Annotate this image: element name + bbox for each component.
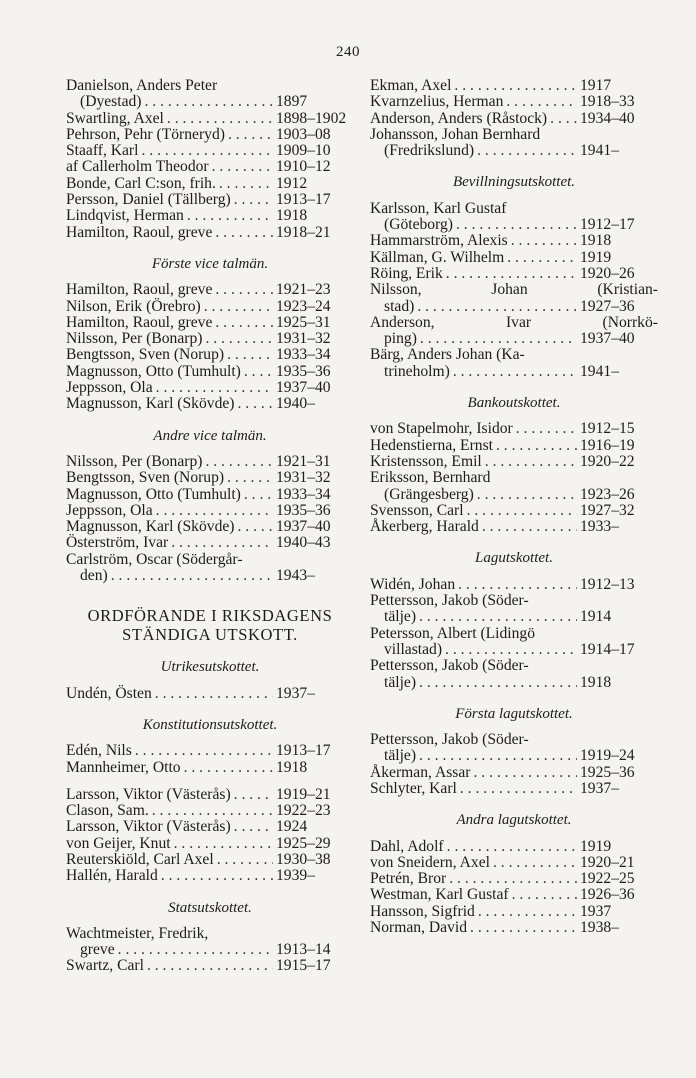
heading-bankoutskottet: Bankoutskottet. <box>467 395 561 412</box>
entry-line: Pettersson, Jakob (Söder- <box>370 731 529 749</box>
entry <box>66 787 354 803</box>
entry-year: 1918–21 <box>276 223 331 241</box>
entry-name: Nilson, Erik (Örebro) <box>66 297 201 315</box>
heading-statsutskottet: Statsutskottet. <box>168 899 252 916</box>
entry-year: 1938– <box>580 919 619 937</box>
entry-line: Carlström, Oscar (Södergår- <box>66 550 243 568</box>
heading-bevillningsutskottet: Bevillningsutskottet. <box>452 174 576 191</box>
entry-year: 1920–26 <box>580 264 635 282</box>
list-top <box>66 111 354 241</box>
entry-year: 1939– <box>276 867 315 885</box>
entry-name: Jeppsson, Ola <box>66 379 153 397</box>
entry-name: Larsson, Viktor (Västerås) <box>66 785 231 803</box>
entry <box>66 803 354 819</box>
entry-year: 1927–32 <box>580 501 635 519</box>
entry-name: Larsson, Viktor (Västerås) <box>66 818 231 836</box>
entry-name: Källman, G. Wilhelm <box>370 248 505 266</box>
entry: stad) . . . 1927–36 <box>370 299 658 315</box>
entry <box>370 855 658 871</box>
entry-name: Hamilton, Raoul, greve <box>66 313 213 331</box>
entry-name: Åkerman, Assar <box>370 763 471 781</box>
entry-name: Svensson, Carl <box>370 501 464 519</box>
entry-name: Åkerberg, Harald <box>370 518 479 536</box>
entry-year: 1940– <box>276 395 315 413</box>
entry: villastad) . . . 1914–17 <box>370 642 658 658</box>
entry <box>370 78 658 94</box>
entry-year: 1933– <box>580 518 619 536</box>
entry-year: 1940–43 <box>276 534 331 552</box>
entry <box>370 577 658 593</box>
entry-name: Dahl, Adolf <box>370 837 444 855</box>
entry: greve . . . 1913–14 <box>66 942 354 958</box>
entry-year: 1909–10 <box>276 142 331 160</box>
entry <box>66 519 354 535</box>
entry-year: 1912 <box>276 174 308 192</box>
entry <box>66 470 354 486</box>
entry: ping) . . . 1937–40 <box>370 331 658 347</box>
entry-year: 1937– <box>276 684 315 702</box>
entry: den) . . . 1943– <box>66 568 354 584</box>
entry <box>66 364 354 380</box>
entry-year: 1921–23 <box>276 281 331 299</box>
entry <box>66 819 354 835</box>
list-bank-b <box>370 503 658 536</box>
entry <box>66 127 354 143</box>
entry-year: 1910–12 <box>276 158 331 176</box>
entry-year: 1923–24 <box>276 297 331 315</box>
entry-name: Kristensson, Emil <box>370 452 482 470</box>
heading-lagutskottet: Lagutskottet. <box>475 550 553 567</box>
list-utrikes <box>66 686 354 702</box>
entry <box>66 743 354 759</box>
entry-year: 1937–40 <box>276 518 331 536</box>
entry <box>370 904 658 920</box>
entry <box>66 331 354 347</box>
entry-year: 1925–36 <box>580 763 635 781</box>
entry-name: Hedenstierna, Ernst <box>370 436 493 454</box>
entry-name: Westman, Karl Gustaf <box>370 886 509 904</box>
entry: Swartz, Carl . . . 1915–17 <box>66 958 354 974</box>
entry <box>66 143 354 159</box>
entry-name: Hammarström, Alexis <box>370 232 508 250</box>
section-title: ORDFÖRANDE I RIKSDAGENS STÄNDIGA UTSKOTT. <box>87 606 333 645</box>
entry-year: 1933–34 <box>276 485 331 503</box>
entry <box>370 454 658 470</box>
entry <box>370 871 658 887</box>
page-number: 240 <box>336 44 360 60</box>
entry-year: 1933–34 <box>276 346 331 364</box>
entry-year: 1937 <box>580 902 612 920</box>
entry-line: Johansson, Johan Bernhard <box>370 125 541 143</box>
entry-year: 1920–22 <box>580 452 635 470</box>
entry-year: 1934–40 <box>580 109 635 127</box>
entry: trineholm) . . . 1941– <box>370 364 658 380</box>
entry <box>66 380 354 396</box>
entry <box>66 454 354 470</box>
entry-year: 1920–21 <box>580 853 635 871</box>
entry-year: 1916–19 <box>580 436 635 454</box>
entry-name: af Callerholm Theodor <box>66 158 209 176</box>
entry-line: Wachtmeister, Fredrik, <box>66 924 209 942</box>
entry-line: Pettersson, Jakob (Söder- <box>370 657 529 675</box>
entry-name: Reuterskiöld, Carl Axel <box>66 850 214 868</box>
heading-forste-vice-talman: Förste vice talmän. <box>151 255 269 272</box>
entry <box>370 519 658 535</box>
list-right-top <box>370 78 658 127</box>
entry-year: 1912–15 <box>580 420 635 438</box>
entry-name: Bonde, Carl C:son, frih. <box>66 174 216 192</box>
entry-name: Hamilton, Raoul, greve <box>66 223 213 241</box>
entry <box>66 176 354 192</box>
entry-year: 1922–23 <box>276 802 331 820</box>
entry-name: Hamilton, Raoul, greve <box>66 281 213 299</box>
entry <box>66 225 354 241</box>
entry-name: Nilsson, Per (Bonarp) <box>66 330 203 348</box>
list-bev-a <box>370 233 658 282</box>
entry: tälje) . . . 1919–24 <box>370 748 658 764</box>
entry-year: 1912–13 <box>580 575 635 593</box>
entry-year: 1930–38 <box>276 850 331 868</box>
entry-name: Bengtsson, Sven (Norup) <box>66 346 225 364</box>
entry <box>66 852 354 868</box>
entry-line: Danielson, Anders Peter <box>66 77 218 94</box>
entry <box>370 839 658 855</box>
entry <box>66 159 354 175</box>
entry-year: 1931–32 <box>276 330 331 348</box>
entry-name: von Stapelmohr, Isidor <box>370 420 513 438</box>
entry <box>370 233 658 249</box>
entry-name: Pehrson, Pehr (Törneryd) <box>66 125 225 143</box>
entry-year: 1926–36 <box>580 886 635 904</box>
entry-name: Swartling, Axel <box>66 109 164 127</box>
entry-year: 1921–31 <box>276 452 331 470</box>
entry-name: Ekman, Axel <box>370 77 452 94</box>
entry-year: 1913–17 <box>276 191 331 209</box>
list-forsta-a <box>370 765 658 798</box>
entry-name: Hallén, Harald <box>66 867 158 885</box>
entry <box>66 487 354 503</box>
entry <box>370 250 658 266</box>
entry <box>66 299 354 315</box>
entry-year: 1913–17 <box>276 742 331 760</box>
entry-line: Pettersson, Jakob (Söder- <box>370 592 529 610</box>
entry-line: Nilsson, Johan (Kristian- <box>370 281 658 299</box>
entry-name: Norman, David <box>370 919 468 937</box>
entry-year: 1937–40 <box>276 379 331 397</box>
entry-name: Österström, Ivar <box>66 534 169 552</box>
entry-year: 1931–32 <box>276 469 331 487</box>
entry <box>370 765 658 781</box>
entry: tälje) . . . 1914 <box>370 609 658 625</box>
entry-year: 1919 <box>580 248 612 266</box>
entry-name: Hansson, Sigfrid <box>370 902 475 920</box>
entry-name: Staaff, Karl <box>66 142 139 160</box>
entry-year: 1935–36 <box>276 501 331 519</box>
entry <box>66 396 354 412</box>
entry-year: 1935–36 <box>276 362 331 380</box>
entry <box>66 868 354 884</box>
entry <box>370 503 658 519</box>
right-column <box>370 78 658 936</box>
entry-name: Bengtsson, Sven (Norup) <box>66 469 225 487</box>
entry-year: 1918 <box>276 207 308 225</box>
entry <box>66 686 354 702</box>
entry-name: Anderson, Anders (Råstock) <box>370 109 548 127</box>
entry-year: 1925–31 <box>276 313 331 331</box>
entry-name: Widén, Johan <box>370 575 456 593</box>
entry-name: Magnusson, Karl (Skövde) <box>66 518 235 536</box>
heading-andra-lagutskottet: Andra lagutskottet. <box>456 812 572 829</box>
entry-line: Anderson, Ivar (Norrkö- <box>370 313 658 331</box>
entry-name: Clason, Sam. <box>66 802 149 820</box>
entry-year: 1919 <box>580 837 612 855</box>
entry-name: Kvarnzelius, Herman <box>370 93 504 111</box>
entry-line: Petersson, Albert (Lidingö <box>370 624 536 642</box>
list-bank-a <box>370 421 658 470</box>
entry-line: Karlsson, Karl Gustaf <box>370 199 507 217</box>
entry <box>66 535 354 551</box>
entry <box>66 760 354 776</box>
entry-name: Mannheimer, Otto <box>66 758 181 776</box>
entry <box>370 266 658 282</box>
list-andre <box>66 454 354 552</box>
entry-name: Nilsson, Per (Bonarp) <box>66 452 203 470</box>
entry-year: 1918 <box>580 232 612 250</box>
heading-konstitutionsutskottet: Konstitutionsutskottet. <box>142 716 278 733</box>
entry-name: Persson, Daniel (Tällberg) <box>66 191 231 209</box>
entry-name: Petrén, Bror <box>370 870 447 888</box>
entry-name: Undén, Östen <box>66 684 152 702</box>
left-column <box>66 78 354 975</box>
entry-name: Magnusson, Otto (Tumhult) <box>66 485 241 503</box>
entry-year: 1918–33 <box>580 93 635 111</box>
entry-year: 1937– <box>580 779 619 797</box>
entry-year: 1903–08 <box>276 125 331 143</box>
entry-year: 1924 <box>276 818 308 836</box>
heading-andre-vice-talman: Andre vice talmän. <box>153 427 267 444</box>
entry <box>66 836 354 852</box>
entry-name: Magnusson, Karl (Skövde) <box>66 395 235 413</box>
entry-name: Lindqvist, Herman <box>66 207 184 225</box>
entry <box>370 111 658 127</box>
entry <box>370 94 658 110</box>
entry-name: Magnusson, Otto (Tumhult) <box>66 362 241 380</box>
entry <box>370 781 658 797</box>
entry: (Grängesberg) . . . 1923–26 <box>370 487 658 503</box>
entry <box>66 315 354 331</box>
entry-year: 1898–1902 <box>276 109 347 127</box>
entry-name: Jeppsson, Ola <box>66 501 153 519</box>
entry <box>370 887 658 903</box>
entry-year: 1919–21 <box>276 785 331 803</box>
entry: (Fredrikslund) . . . 1941– <box>370 143 658 159</box>
entry <box>370 920 658 936</box>
entry-year: 1918 <box>276 758 308 776</box>
list-konst-b <box>66 787 354 885</box>
list-lag-a <box>370 577 658 593</box>
entry-name: Edén, Nils <box>66 742 132 760</box>
heading-utrikesutskottet: Utrikesutskottet. <box>160 659 260 676</box>
entry: (Göteborg) . . . 1912–17 <box>370 217 658 233</box>
entry-name: Schlyter, Karl <box>370 779 457 797</box>
entry-line: Bärg, Anders Johan (Ka- <box>370 346 525 364</box>
entry <box>66 208 354 224</box>
entry <box>66 503 354 519</box>
entry: tälje) . . . 1918 <box>370 675 658 691</box>
entry <box>370 438 658 454</box>
entry-name: von Geijer, Knut <box>66 834 171 852</box>
entry <box>370 421 658 437</box>
list-forste <box>66 282 354 412</box>
entry-year: 1922–25 <box>580 870 635 888</box>
heading-forsta-lagutskottet: Första lagutskottet. <box>455 705 573 722</box>
entry <box>66 347 354 363</box>
entry-line: Eriksson, Bernhard <box>370 469 491 487</box>
list-konst-a <box>66 743 354 776</box>
entry-name: von Sneidern, Axel <box>370 853 490 871</box>
entry: (Dyestad) . . . 1897 <box>66 94 354 110</box>
entry <box>66 111 354 127</box>
entry <box>66 282 354 298</box>
entry-name: Röing, Erik <box>370 264 443 282</box>
entry-year: 1917 <box>580 77 612 94</box>
entry-year: 1925–29 <box>276 834 331 852</box>
list-andra <box>370 839 658 937</box>
entry <box>66 192 354 208</box>
